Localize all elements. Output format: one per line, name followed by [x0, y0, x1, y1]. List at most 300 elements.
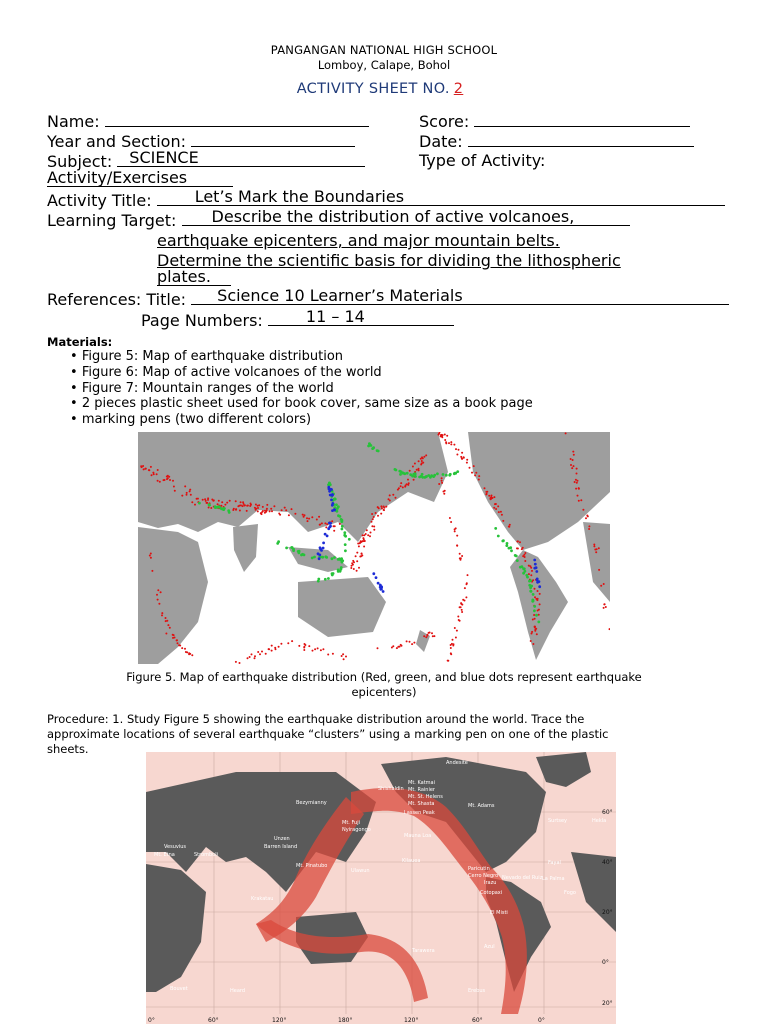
map-label: Mt. Rainier	[408, 787, 435, 793]
epicenter-dot	[396, 647, 398, 649]
epicenter-dot	[412, 473, 415, 476]
epicenter-dot	[453, 472, 456, 475]
name-row	[47, 111, 369, 132]
epicenter-dot	[460, 602, 462, 604]
epicenter-dot	[533, 605, 536, 608]
activity-title-value: Let’s Mark the Boundaries	[194, 187, 405, 206]
epicenter-dot	[382, 590, 385, 593]
epicenter-dot	[157, 469, 159, 471]
epicenter-dot	[259, 653, 261, 655]
epicenter-dot	[278, 646, 280, 648]
epicenter-dot	[329, 483, 332, 486]
epicenter-dot	[165, 633, 167, 635]
epicenter-dot	[587, 515, 589, 517]
epicenter-dot	[414, 463, 416, 465]
epicenter-dot	[361, 553, 363, 555]
epicenter-dot	[516, 559, 519, 562]
epicenter-dot	[341, 525, 344, 528]
epicenter-dot	[291, 508, 293, 510]
epicenter-dot	[573, 454, 575, 456]
epicenter-dot	[409, 470, 411, 472]
map-label: Unzen	[274, 836, 290, 842]
year-section-field[interactable]	[191, 131, 355, 147]
epicenter-dot	[186, 492, 188, 494]
epicenter-dot	[524, 570, 527, 573]
epicenter-dot	[478, 479, 480, 481]
epicenter-dot	[357, 543, 359, 545]
epicenter-dot	[247, 505, 249, 507]
epicenter-dot	[150, 557, 152, 559]
epicenter-dot	[594, 549, 596, 551]
epicenter-dot	[491, 495, 493, 497]
epicenter-dot	[308, 518, 310, 520]
date-row	[419, 131, 694, 152]
epicenter-dot	[603, 607, 605, 609]
epicenter-dot	[497, 505, 499, 507]
subject-label: Subject:	[47, 152, 113, 171]
epicenter-dot	[303, 554, 306, 557]
epicenter-dot	[530, 574, 532, 576]
epicenter-dot	[525, 574, 528, 577]
epicenter-dot	[255, 504, 257, 506]
epicenter-dot	[250, 503, 252, 505]
epicenter-dot	[281, 509, 283, 511]
epicenter-dot	[340, 518, 343, 521]
epicenter-dot	[271, 645, 273, 647]
map-label: Cotopaxi	[480, 890, 503, 896]
type-field[interactable]	[47, 168, 233, 187]
epicenter-dot	[532, 619, 534, 621]
epicenter-dot	[262, 506, 264, 508]
epicenter-dot	[249, 656, 251, 658]
epicenter-dot	[156, 473, 158, 475]
epicenter-dot	[466, 583, 468, 585]
epicenter-dot	[370, 532, 372, 534]
epicenter-dot	[351, 565, 353, 567]
epicenter-dot	[157, 599, 159, 601]
epicenter-dot	[280, 643, 282, 645]
epicenter-dot	[361, 555, 363, 557]
epicenter-dot	[392, 645, 394, 647]
map-label: Barren Island	[264, 844, 298, 850]
epicenter-dot	[577, 480, 579, 482]
epicenter-dot	[325, 556, 328, 559]
epicenter-dot	[173, 634, 175, 636]
epicenter-dot	[229, 500, 231, 502]
map-label: Stromboli	[194, 852, 219, 858]
epicenter-dot	[425, 454, 427, 456]
epicenter-dot	[539, 603, 541, 605]
references-value: Science 10 Learner’s Materials	[217, 286, 463, 305]
epicenter-dot	[302, 514, 304, 516]
epicenter-dot	[395, 497, 397, 499]
epicenter-dot	[588, 525, 590, 527]
epicenter-dot	[467, 574, 469, 576]
epicenter-dot	[330, 499, 333, 502]
epicenter-dot	[528, 565, 530, 567]
map-label: Surtsey	[548, 818, 567, 824]
volcano-map-graphic	[146, 752, 616, 1024]
map-label: Tarawera	[412, 948, 435, 954]
map-label: Heard	[230, 988, 246, 994]
epicenter-dot	[454, 627, 456, 629]
epicenter-dot	[577, 495, 579, 497]
epicenter-dot	[505, 544, 508, 547]
material-text: Figure 5: Map of earthquake distribution	[81, 349, 344, 364]
epicenter-dot	[509, 524, 511, 526]
epicenter-dot	[394, 468, 397, 471]
epicenter-dot	[445, 474, 448, 477]
date-label: Date:	[419, 132, 463, 151]
epicenter-dot	[149, 555, 151, 557]
page-numbers-label: Page Numbers:	[141, 311, 263, 330]
epicenter-dot	[371, 521, 373, 523]
epicenter-dot	[273, 505, 275, 507]
epicenter-dot	[431, 632, 433, 634]
epicenter-dot	[319, 548, 322, 551]
epicenter-dot	[598, 547, 600, 549]
epicenter-dot	[367, 534, 369, 536]
procedure-line2: approximate locations of several earthquake “clusters” using a marking pen on one of the plastic	[47, 727, 609, 742]
map-label: Krakatau	[251, 896, 274, 902]
epicenter-dot	[539, 593, 541, 595]
epicenter-dot	[326, 523, 328, 525]
material-text: 2 pieces plastic sheet used for book cover, same size as a book page	[81, 396, 533, 412]
map-label: La Palma	[542, 876, 565, 882]
epicenter-dot	[456, 544, 458, 546]
epicenter-dot	[418, 476, 421, 479]
epicenter-dot	[271, 510, 273, 512]
page-numbers-row	[141, 307, 454, 331]
epicenter-dot	[528, 573, 530, 575]
epicenter-dot	[202, 499, 204, 501]
epicenter-dot	[337, 558, 340, 561]
figure5-caption-line1: Figure 5. Map of earthquake distribution (Red, green, and blue dots represent earthquake	[126, 670, 642, 684]
epicenter-dot	[246, 510, 248, 512]
epicenter-dot	[535, 598, 537, 600]
epicenter-dot	[485, 491, 487, 493]
epicenter-dot	[363, 546, 365, 548]
map-label: Mt. Katmai	[408, 780, 435, 786]
learning-target-text-3: Determine the scientific basis for dividing the lithospheric	[157, 251, 621, 270]
epicenter-dot	[441, 434, 443, 436]
learning-target-line-1[interactable]	[182, 207, 630, 226]
epicenter-dot	[307, 520, 309, 522]
epicenter-dot	[423, 456, 425, 458]
epicenter-dot	[306, 517, 308, 519]
epicenter-dot	[502, 520, 504, 522]
epicenter-dot	[331, 494, 334, 497]
epicenter-dot	[533, 614, 535, 616]
epicenter-dot	[341, 655, 343, 657]
epicenter-dot	[379, 586, 382, 589]
name-label: Name:	[47, 112, 100, 131]
map-label: Mt. Fuji	[342, 820, 361, 826]
epicenter-dot	[397, 489, 399, 491]
latitude-tick: 60°	[602, 809, 613, 816]
epicenter-dot	[217, 503, 219, 505]
epicenter-dot	[265, 653, 267, 655]
epicenter-dot	[143, 468, 145, 470]
epicenter-dot	[366, 529, 368, 531]
map-label: Mauna Loa	[404, 833, 432, 839]
epicenter-dot	[409, 473, 412, 476]
epicenter-dot	[388, 498, 390, 500]
epicenter-dot	[585, 517, 587, 519]
epicenter-dot	[140, 465, 142, 467]
epicenter-dot	[319, 524, 321, 526]
map-label: Hekla	[592, 818, 607, 824]
epicenter-dot	[530, 640, 532, 642]
epicenter-dot	[371, 525, 373, 527]
epicenter-dot	[458, 449, 460, 451]
learning-target-underline-4	[157, 267, 231, 286]
epicenter-dot	[369, 535, 371, 537]
epicenter-dot	[524, 552, 526, 554]
epicenter-dot	[363, 540, 365, 542]
epicenter-dot	[150, 466, 152, 468]
epicenter-dot	[461, 555, 463, 557]
epicenter-dot	[461, 458, 463, 460]
school-location: Lomboy, Calape, Bohol	[317, 58, 451, 72]
longitude-tick: 180°	[338, 1017, 353, 1024]
epicenter-dot	[455, 527, 457, 529]
epicenter-dot	[600, 585, 602, 587]
epicenter-dot	[375, 576, 378, 579]
learning-target-text-1: Describe the distribution of active volcanoes,	[211, 207, 575, 226]
epicenter-dot	[161, 612, 163, 614]
epicenter-dot	[156, 594, 158, 596]
longitude-tick: 120°	[272, 1017, 287, 1024]
epicenter-dot	[462, 599, 464, 601]
epicenter-dot	[497, 535, 500, 538]
epicenter-dot	[461, 611, 463, 613]
epicenter-dot	[257, 507, 259, 509]
epicenter-dot	[254, 655, 256, 657]
epicenter-dot	[609, 628, 611, 630]
map-label: Ulawun	[351, 868, 370, 874]
epicenter-dot	[407, 479, 409, 481]
epicenter-dot	[522, 567, 525, 570]
learning-target-text-2: earthquake epicenters, and major mountain belts.	[157, 231, 560, 250]
epicenter-dot	[445, 442, 447, 444]
epicenter-dot	[239, 510, 241, 512]
epicenter-dot	[376, 449, 379, 452]
epicenter-dot	[312, 650, 314, 652]
epicenter-dot	[163, 479, 165, 481]
epicenter-dot	[426, 635, 428, 637]
epicenter-dot	[443, 493, 445, 495]
epicenter-dot	[570, 464, 572, 466]
epicenter-dot	[418, 468, 420, 470]
epicenter-dot	[161, 614, 163, 616]
epicenter-dot	[411, 643, 413, 645]
epicenter-dot	[450, 441, 452, 443]
epicenter-dot	[444, 439, 446, 441]
epicenter-dot	[449, 517, 451, 519]
map-label: Fogo	[564, 890, 576, 896]
epicenter-dot	[418, 460, 420, 462]
map-label: Cerro Negro	[468, 873, 499, 879]
earthquake-map-graphic	[138, 432, 610, 664]
epicenter-dot	[463, 456, 465, 458]
subject-field[interactable]	[117, 148, 365, 167]
figure5-caption	[60, 670, 708, 700]
map-label: Lassen Peak	[404, 810, 435, 816]
epicenter-dot	[375, 512, 377, 514]
list-item: • Figure 7: Mountain ranges of the world	[70, 380, 334, 396]
epicenter-dot	[570, 458, 572, 460]
epicenter-dot	[571, 467, 573, 469]
epicenter-dot	[389, 494, 391, 496]
epicenter-dot	[493, 496, 495, 498]
epicenter-dot	[242, 505, 244, 507]
epicenter-dot	[160, 591, 162, 593]
epicenter-dot	[169, 479, 171, 481]
epicenter-dot	[441, 477, 443, 479]
epicenter-dot	[466, 459, 468, 461]
name-field[interactable]	[105, 111, 369, 127]
epicenter-dot	[184, 485, 186, 487]
volcano-map	[146, 752, 616, 1024]
epicenter-dot	[537, 621, 540, 624]
map-label: Paricutin	[468, 866, 490, 872]
epicenter-dot	[460, 606, 462, 608]
epicenter-dot	[264, 510, 266, 512]
epicenter-dot	[534, 588, 536, 590]
epicenter-dot	[345, 656, 347, 658]
epicenter-dot	[262, 510, 264, 512]
epicenter-dot	[285, 509, 287, 511]
epicenter-dot	[343, 531, 346, 534]
epicenter-dot	[534, 563, 537, 566]
map-label: Erebus	[468, 988, 486, 994]
references-field[interactable]	[191, 286, 729, 305]
activity-title-field[interactable]	[157, 187, 725, 206]
epicenter-dot	[455, 637, 457, 639]
list-item: • marking pens (two different colors)	[70, 412, 312, 428]
epicenter-dot	[294, 513, 296, 515]
date-field[interactable]	[468, 131, 694, 147]
epicenter-dot	[328, 490, 331, 493]
epicenter-dot	[333, 530, 335, 532]
epicenter-dot	[473, 465, 475, 467]
epicenter-dot	[380, 513, 382, 515]
epicenter-dot	[451, 643, 453, 645]
epicenter-dot	[465, 596, 467, 598]
subject-value: SCIENCE	[129, 148, 199, 167]
epicenter-dot	[533, 567, 536, 570]
epicenter-dot	[534, 618, 536, 620]
epicenter-dot	[150, 553, 152, 555]
epicenter-dot	[341, 559, 344, 562]
epicenter-dot	[290, 546, 293, 549]
map-label: Vesuvius	[164, 844, 187, 850]
epicenter-dot	[186, 494, 188, 496]
epicenter-dot	[268, 648, 270, 650]
epicenter-dot	[339, 515, 342, 518]
epicenter-dot	[538, 609, 540, 611]
epicenter-dot	[249, 505, 251, 507]
map-label: Shishaldin	[378, 786, 404, 792]
epicenter-dot	[317, 647, 319, 649]
epicenter-dot	[284, 507, 286, 509]
epicenter-dot	[247, 657, 249, 659]
epicenter-dot	[517, 548, 519, 550]
epicenter-dot	[172, 480, 174, 482]
epicenter-dot	[328, 522, 331, 525]
epicenter-dot	[258, 504, 260, 506]
epicenter-dot	[303, 649, 305, 651]
epicenter-dot	[332, 653, 334, 655]
epicenter-dot	[475, 472, 477, 474]
map-label: Azul	[484, 944, 495, 950]
map-label: Irazu	[484, 880, 497, 886]
epicenter-dot	[333, 556, 336, 559]
epicenter-dot	[304, 514, 306, 516]
epicenter-dot	[534, 596, 536, 598]
epicenter-dot	[152, 472, 154, 474]
epicenter-dot	[186, 651, 188, 653]
epicenter-dot	[320, 649, 322, 651]
activity-sheet-title	[0, 81, 768, 97]
epicenter-dot	[327, 654, 329, 656]
epicenter-dot	[450, 521, 452, 523]
epicenter-dot	[605, 606, 607, 608]
epicenter-dot	[304, 644, 306, 646]
epicenter-dot	[308, 645, 310, 647]
epicenter-dot	[327, 486, 330, 489]
epicenter-dot	[318, 557, 321, 560]
epicenter-dot	[535, 628, 537, 630]
epicenter-dot	[447, 660, 449, 662]
epicenter-dot	[257, 510, 259, 512]
epicenter-dot	[452, 645, 454, 647]
epicenter-dot	[448, 474, 451, 477]
longitude-tick: 120°	[404, 1017, 419, 1024]
page-numbers-field[interactable]	[268, 307, 454, 326]
list-item: • 2 pieces plastic sheet used for book cover, same size as a book page	[70, 396, 533, 412]
epicenter-dot	[322, 547, 325, 550]
learning-target-text-4: plates.	[157, 267, 211, 286]
map-label: Mt. Adams	[468, 803, 495, 809]
epicenter-dot	[324, 522, 326, 524]
epicenter-dot	[522, 547, 524, 549]
longitude-tick: 60°	[208, 1017, 219, 1024]
epicenter-dot	[324, 578, 327, 581]
epicenter-dot	[531, 570, 533, 572]
epicenter-dot	[488, 495, 490, 497]
score-label: Score:	[419, 112, 470, 131]
epicenter-dot	[222, 507, 225, 510]
epicenter-dot	[456, 454, 458, 456]
references-row	[47, 286, 729, 310]
epicenter-dot	[572, 451, 574, 453]
epicenter-dot	[218, 506, 221, 509]
map-label: Mt. Pinatubo	[296, 863, 328, 869]
epicenter-dot	[233, 508, 235, 510]
map-label: Nevado del Ruiz	[502, 875, 543, 881]
epicenter-dot	[235, 508, 237, 510]
activity-title-label: Activity Title:	[47, 191, 152, 210]
epicenter-dot	[198, 502, 201, 505]
epicenter-dot	[486, 493, 488, 495]
epicenter-dot	[270, 508, 272, 510]
epicenter-dot	[484, 487, 486, 489]
material-text: Figure 7: Mountain ranges of the world	[81, 380, 334, 396]
epicenter-dot	[409, 641, 411, 643]
score-field[interactable]	[474, 111, 690, 127]
